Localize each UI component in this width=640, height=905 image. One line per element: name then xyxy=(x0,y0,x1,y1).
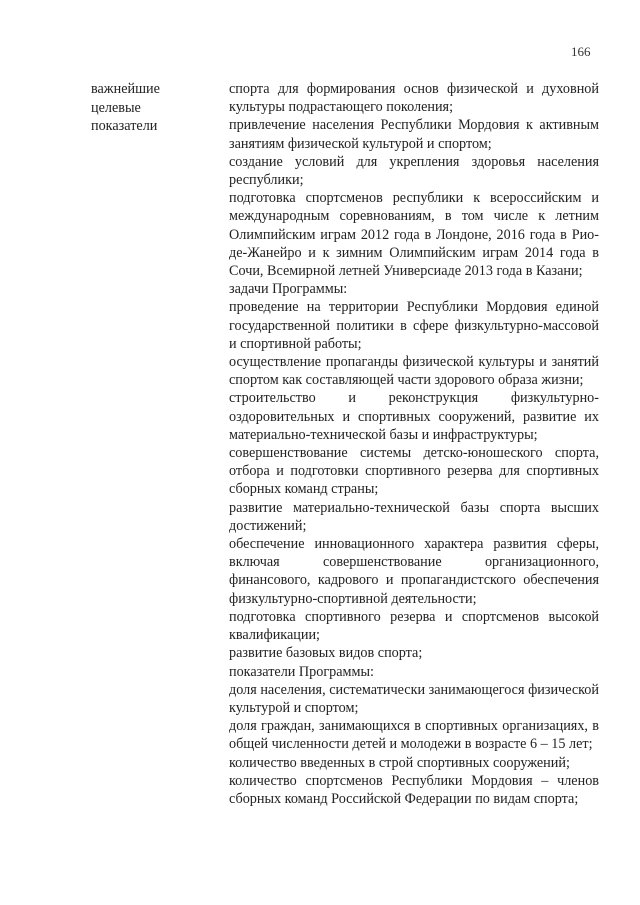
paragraph: создание условий для укрепления здоровья населения республики; xyxy=(229,153,599,189)
paragraph: совершенствование системы детско-юношеского спорта, отбора и подготовки спортивного резерва для спортивных сборных команд страны; xyxy=(229,445,599,498)
paragraph: проведение на территории Республики Мордовия единой государственной политики в сфере физкультурно-массовой и спортивной работы; xyxy=(229,299,599,352)
paragraph: спорта для формирования основ физической и духовной культуры подрастающего поколения; xyxy=(229,81,599,116)
section-heading: задачи Программы: xyxy=(229,281,348,298)
paragraph: привлечение населения Республики Мордовия к активным занятиям физической культурой и спортом; xyxy=(229,117,599,152)
page-number: 166 xyxy=(571,44,591,59)
paragraph: подготовка спортсменов республики к всероссийским и международным соревнованиям, в том числе к летним Олимпийским играм 2012 года в Лондоне, 2016 года в Рио-де-Жанейро и к зимним Олимпийским играм 2014 года в Сочи, Всемирной летней Универсиаде 2013 года в Казани; xyxy=(229,190,599,280)
section-label-line: показатели xyxy=(91,118,158,134)
section-label xyxy=(91,80,216,136)
paragraph: подготовка спортивного резерва и спортсменов высокой квалификации; xyxy=(229,608,599,644)
paragraph: строительство и реконструкция физкультурно-оздоровительных и спортивных сооружений, развитие их материально-технической базы и инфраструктуры; xyxy=(229,390,599,443)
paragraph: развитие базовых видов спорта; xyxy=(229,645,423,662)
indicators-text xyxy=(229,80,599,808)
paragraph: обеспечение инновационного характера развития сферы, включая совершенствование организационного, финансового, кадрового и пропагандистского обеспечения физкультурно-спортивной деятельности; xyxy=(229,536,599,607)
section-label-line: целевые xyxy=(91,99,141,116)
paragraph: количество введенных в строй спортивных сооружений; xyxy=(229,754,570,771)
paragraph: доля граждан, занимающихся в спортивных организациях, в общей численности детей и молодежи в возрасте 6 – 15 лет; xyxy=(229,718,599,753)
section-heading: показатели Программы: xyxy=(229,663,374,680)
section-label-line: важнейшие xyxy=(91,81,160,97)
paragraph: развитие материально-технической базы спорта высших достижений; xyxy=(229,499,599,534)
paragraph: доля населения, систематически занимающегося физической культурой и спортом; xyxy=(229,681,599,716)
paragraph: осуществление пропаганды физической культуры и занятий спортом как составляющей части здорового образа жизни; xyxy=(229,354,599,389)
paragraph: количество спортсменов Республики Мордовия – членов сборных команд Российской Федерации по видам спорта; xyxy=(229,772,599,807)
